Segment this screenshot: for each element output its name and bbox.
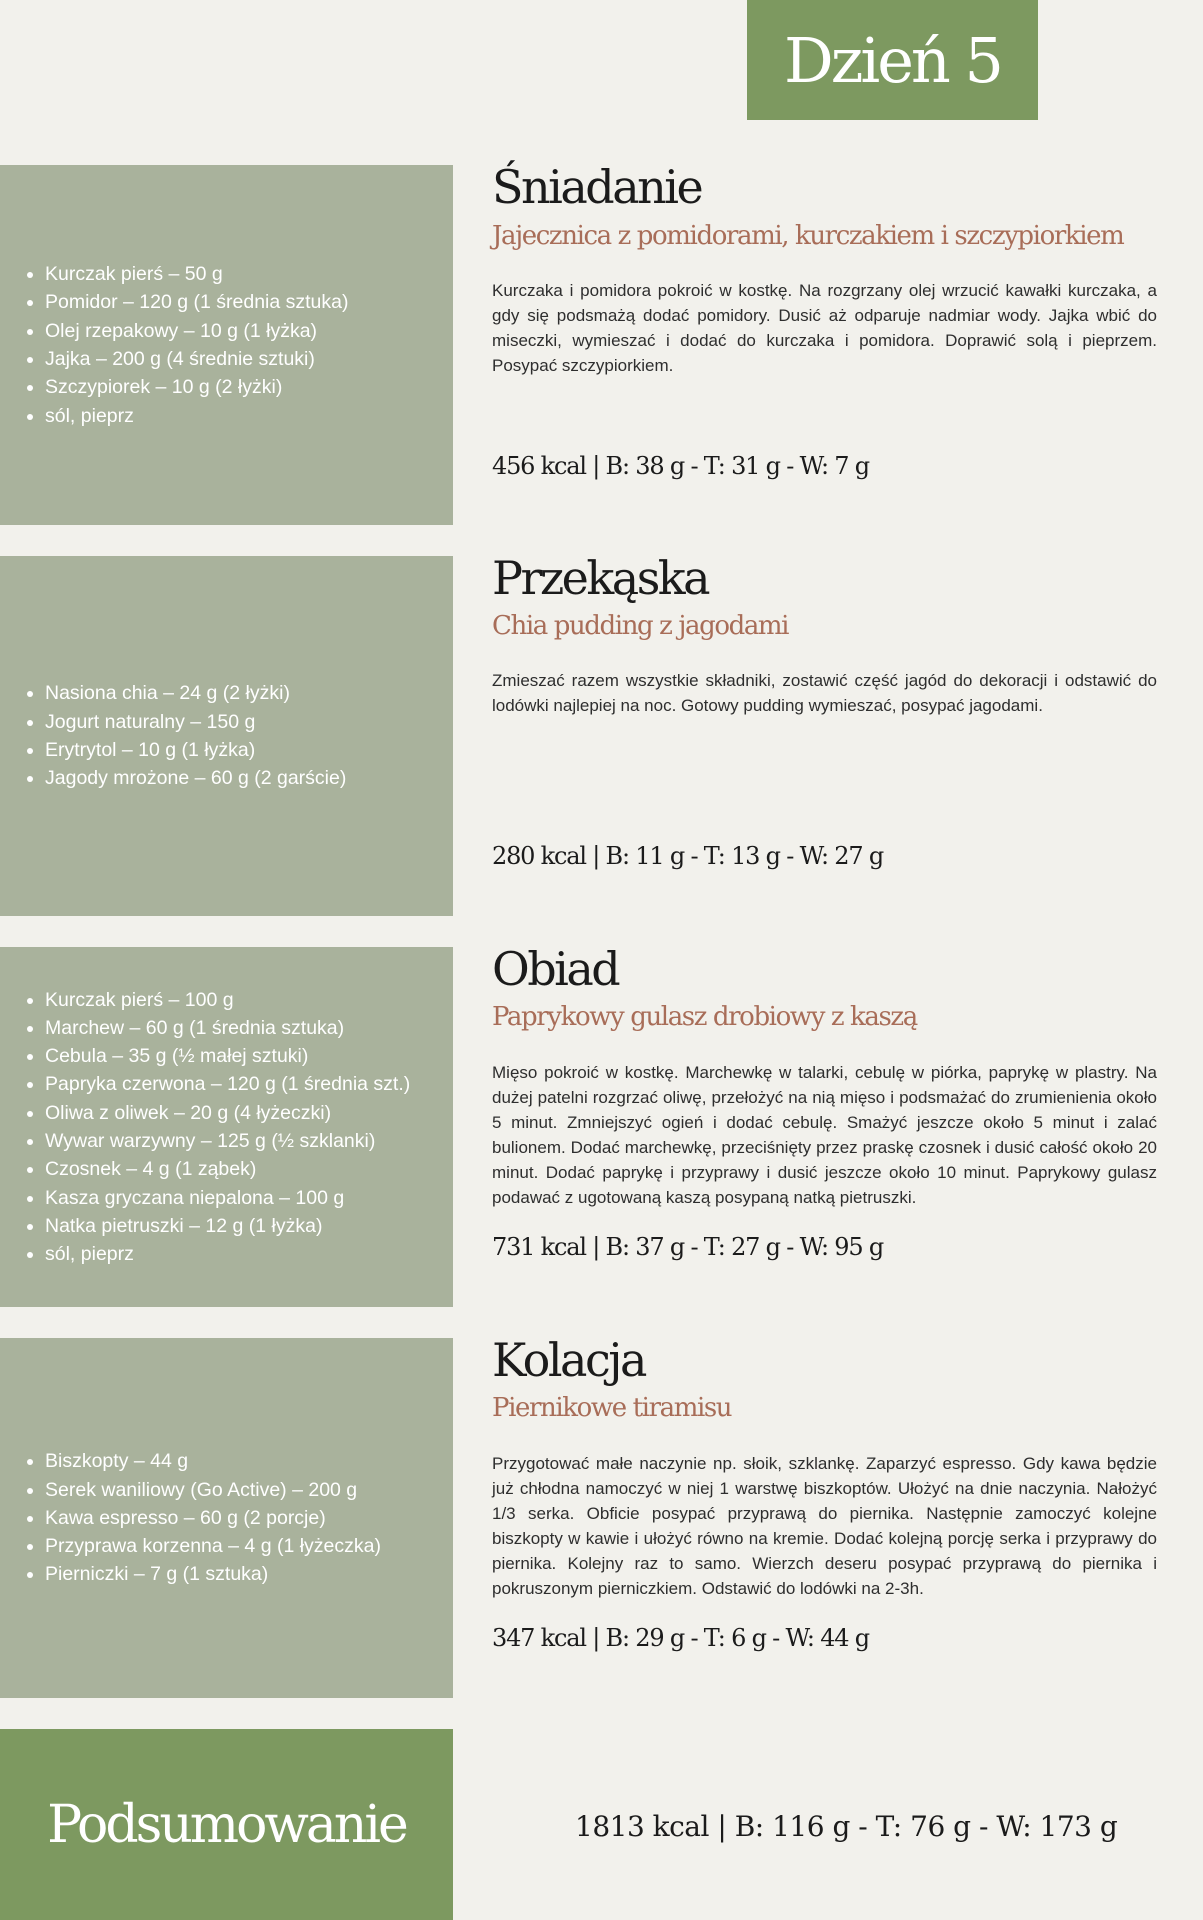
summary-total: 1813 kcal | B: 116 g - T: 76 g - W: 173 g: [575, 1810, 1118, 1843]
ingredients-box-breakfast: [0, 165, 453, 525]
meal-title: Przekąska: [492, 551, 709, 605]
meal-macros: 456 kcal | B: 38 g - T: 31 g - W: 7 g: [492, 452, 869, 480]
ingredient-item: • Jagody mrożone – 60 g (2 garście): [45, 764, 346, 792]
ingredient-item: • Nasiona chia – 24 g (2 łyżki): [45, 679, 346, 707]
ingredient-item: • Kasza gryczana niepalona – 100 g: [45, 1184, 410, 1212]
ingredient-item: • Biszkopty – 44 g: [45, 1447, 381, 1475]
ingredient-item: • Natka pietruszki – 12 g (1 łyżka): [45, 1212, 410, 1240]
ingredients-box-snack: [0, 556, 453, 916]
ingredient-item: • Pomidor – 120 g (1 średnia sztuka): [45, 288, 349, 316]
summary-label: Podsumowanie: [0, 1729, 453, 1920]
ingredient-item: • sól, pieprz: [45, 402, 349, 430]
ingredient-item: • Serek waniliowy (Go Active) – 200 g: [45, 1476, 381, 1504]
ingredient-item: • Kurczak pierś – 100 g: [45, 986, 410, 1014]
ingredient-item: • sól, pieprz: [45, 1240, 410, 1268]
meal-macros: 731 kcal | B: 37 g - T: 27 g - W: 95 g: [492, 1233, 883, 1261]
ingredient-item: • Olej rzepakowy – 10 g (1 łyżka): [45, 317, 349, 345]
ingredient-item: • Kurczak pierś – 50 g: [45, 260, 349, 288]
ingredient-item: • Cebula – 35 g (½ małej sztuki): [45, 1042, 410, 1070]
meal-description: Zmieszać razem wszystkie składniki, zostawić część jagód do dekoracji i odstawić do lodówki najlepiej na noc. Gotowy pudding wymieszać, posypać jagodami.: [492, 671, 1157, 715]
meal-subtitle: Chia pudding z jagodami: [492, 611, 789, 641]
ingredient-item: • Wywar warzywny – 125 g (½ szklanki): [45, 1127, 410, 1155]
ingredients-list: [0, 986, 410, 1269]
meal-description: Mięso pokroić w kostkę. Marchewkę w talarki, cebulę w piórka, paprykę w plastry. Na dużej patelni rozgrzać oliwę, przełożyć na nią mięso i podsmażać do zrumienienia około 5 minut. Zmniejszyć ogień i dodać cebulę. Smażyć jeszcze około 5 minut i zalać bulionem. Dodać marchewkę, przeciśnięty przez praskę czosnek i dusić całość około 20 minut. Dodać paprykę i przyprawy i dusić jeszcze około 10 minut. Paprykowy gulasz podawać z ugotowaną kaszą posypaną natką pietruszki.: [492, 1063, 1157, 1207]
ingredient-item: • Marchew – 60 g (1 średnia sztuka): [45, 1014, 410, 1042]
ingredients-box-dinner: [0, 1338, 453, 1698]
meal-description: Kurczaka i pomidora pokroić w kostkę. Na rozgrzany olej wrzucić kawałki kurczaka, a gdy się podsmażą dodać pomidory. Dusić aż odparuje nadmiar wody. Jajka wbić do miseczki, wymieszać i dodać do kurczaka i pomidora. Doprawić solą i pieprzem. Posypać szczypiorkiem.: [492, 281, 1157, 375]
day-title: Dzień 5: [747, 0, 1038, 120]
ingredients-list: [0, 260, 349, 430]
ingredient-item: • Oliwa z oliwek – 20 g (4 łyżeczki): [45, 1099, 410, 1127]
ingredient-item: • Szczypiorek – 10 g (2 łyżki): [45, 373, 349, 401]
ingredient-item: • Pierniczki – 7 g (1 sztuka): [45, 1560, 381, 1588]
ingredient-item: • Przyprawa korzenna – 4 g (1 łyżeczka): [45, 1532, 381, 1560]
meal-description: Przygotować małe naczynie np. słoik, szklankę. Zaparzyć espresso. Gdy kawa będzie już chłodna namoczyć w niej 1 warstwę biszkoptów. Ułożyć na dnie naczynia. Nałożyć 1/3 serka. Obficie posypać przyprawą do piernika. Następnie zamoczyć kolejne biszkopty w kawie i ułożyć równo na kremie. Dodać kolejną porcję serka i przyprawy do piernika. Kolejny raz to samo. Wierzch deseru posypać przyprawą do piernika i pokruszonym pierniczkiem. Odstawić do lodówki na 2-3h.: [492, 1454, 1157, 1598]
ingredient-item: • Czosnek – 4 g (1 ząbek): [45, 1155, 410, 1183]
ingredients-list: [0, 679, 346, 792]
ingredients-list: [0, 1447, 381, 1588]
ingredient-item: • Kawa espresso – 60 g (2 porcje): [45, 1504, 381, 1532]
meal-subtitle: Paprykowy gulasz drobiowy z kaszą: [492, 1002, 917, 1032]
meal-macros: 280 kcal | B: 11 g - T: 13 g - W: 27 g: [492, 842, 883, 870]
ingredient-item: • Jogurt naturalny – 150 g: [45, 708, 346, 736]
ingredients-box-lunch: [0, 947, 453, 1307]
ingredient-item: • Papryka czerwona – 120 g (1 średnia szt.): [45, 1070, 410, 1098]
meal-macros: 347 kcal | B: 29 g - T: 6 g - W: 44 g: [492, 1624, 869, 1652]
ingredient-item: • Jajka – 200 g (4 średnie sztuki): [45, 345, 349, 373]
meal-title: Śniadanie: [492, 160, 702, 214]
meal-subtitle: Jajecznica z pomidorami, kurczakiem i szczypiorkiem: [492, 221, 1124, 251]
meal-subtitle: Piernikowe tiramisu: [492, 1393, 732, 1423]
ingredient-item: • Erytrytol – 10 g (1 łyżka): [45, 736, 346, 764]
meal-title: Kolacja: [492, 1333, 645, 1387]
meal-title: Obiad: [492, 942, 619, 996]
